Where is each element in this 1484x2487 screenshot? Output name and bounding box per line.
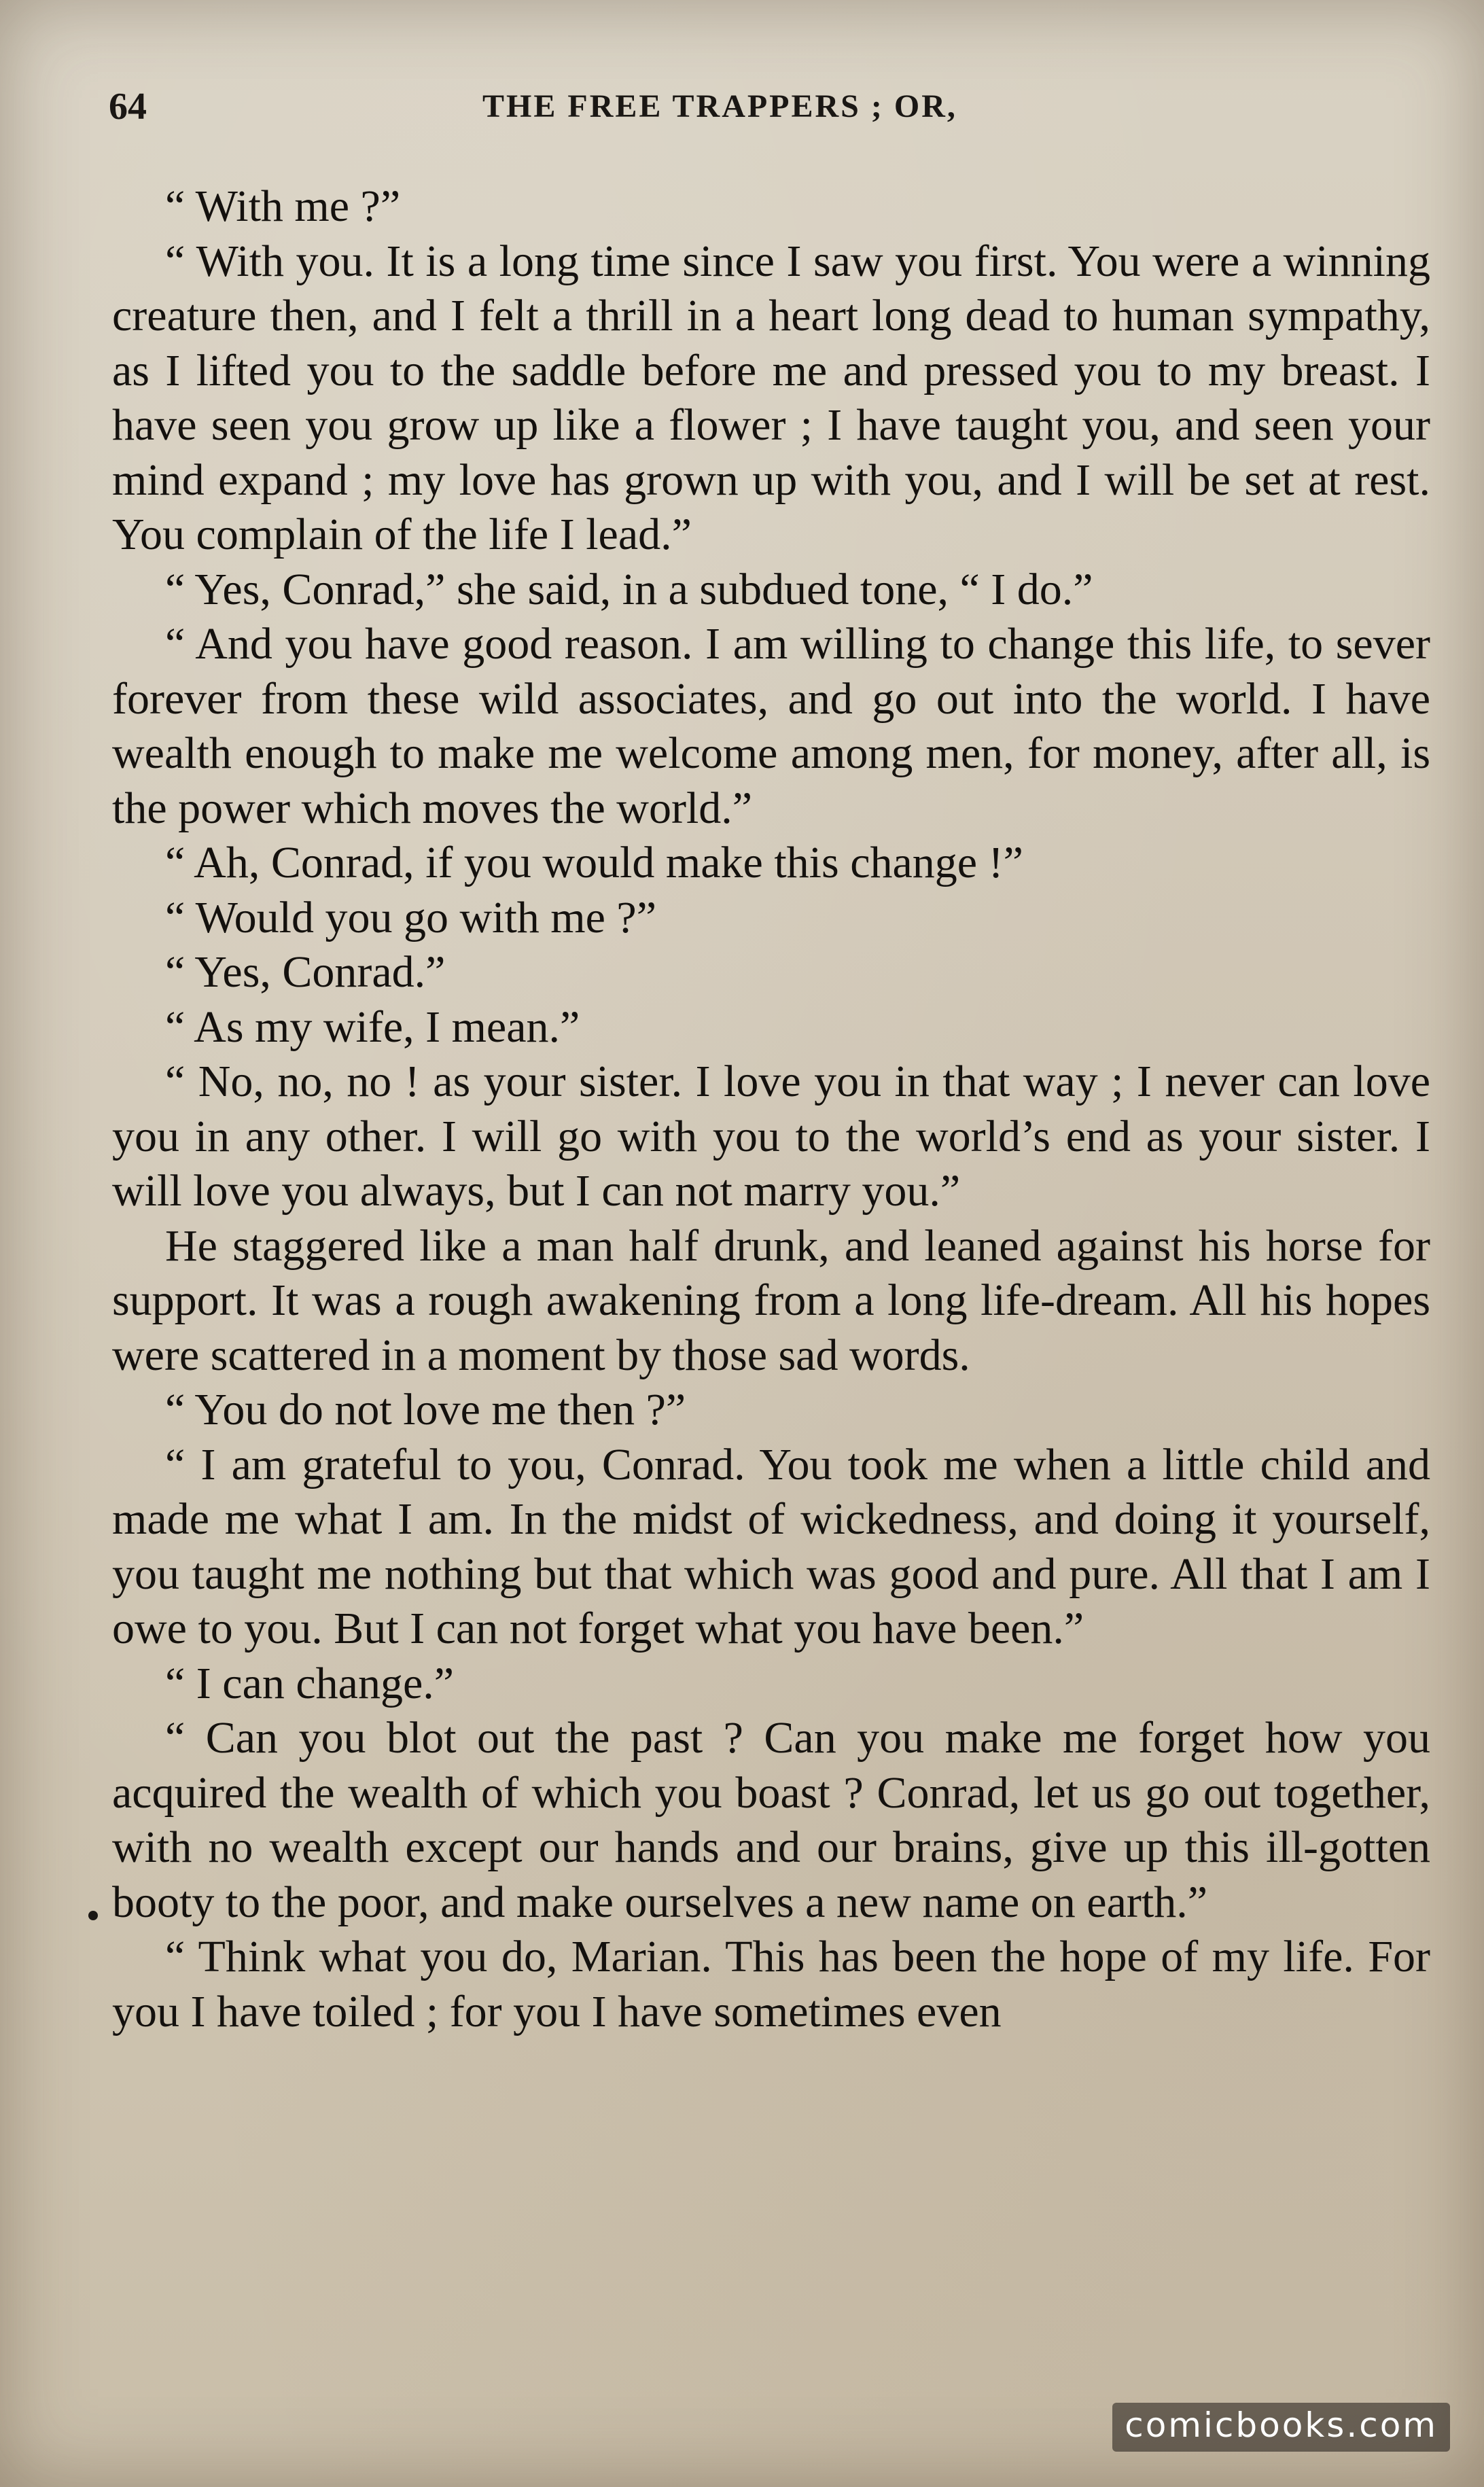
paragraph: “ With me ?” [165,181,401,231]
margin-dot [88,1911,98,1920]
paragraph: “ Yes, Conrad.” [165,947,446,997]
body-text [112,179,1430,2039]
watermark: comicbooks.com [1112,2403,1450,2452]
page-header [109,76,1434,137]
paragraph: “ As my wife, I mean.” [165,1002,580,1052]
running-head: THE FREE TRAPPERS ; OR, [482,88,957,124]
paragraph: “ And you have good reason. I am willing to change this life, to sever forever from these wild associates, and go out into the world. I have wealth enough to make me welcome among men, for money, after all, is the power which moves the world.” [112,619,1430,833]
paragraph: “ You do not love me then ?” [165,1385,686,1434]
paragraph: “ Would you go with me ?” [165,892,657,942]
page-number: 64 [109,86,147,128]
paragraph: “ I can change.” [165,1658,455,1708]
paragraph: “ With you. It is a long time since I saw you first. You were a winning creature then, and I felt a thrill in a heart long dead to human sympathy, as I lifted you to the saddle before me and pressed you to my breast. I have seen you grow up like a flower ; I have taught you, and seen your mind expand ; my love has grown up with you, and I will be set at rest. You complain of the life I lead.” [112,236,1430,559]
paragraph: “ I am grateful to you, Conrad. You took me when a little child and made me what I am. In the midst of wickedness, and doing it yourself, you taught me nothing but that which was good and pure. All that I am I owe to you. But I can not forget what you have been.” [112,1439,1430,1653]
paragraph: “ Think what you do, Marian. This has been the hope of my life. For you I have toiled ; for you I have sometimes even [112,1932,1430,2036]
paragraph: “ Yes, Conrad,” she said, in a subdued tone, “ I do.” [165,564,1093,614]
paragraph: “ Ah, Conrad, if you would make this change !” [165,838,1023,887]
paragraph: He staggered like a man half drunk, and leaned against his horse for support. It was a rough awakening from a long life-dream. All his hopes were scattered in a moment by those sad words. [112,1220,1430,1380]
paragraph: “ Can you blot out the past ? Can you make me forget how you acquired the wealth of which you boast ? Conrad, let us go out together, with no wealth except our hands and our brains, give up this ill-gotten booty to the poor, and make ourselves a new name on earth.” [112,1713,1430,1927]
paragraph: “ No, no, no ! as your sister. I love you in that way ; I never can love you in any other. I will go with you to the world’s end as your sister. I will love you always, but I can not marry you.” [112,1057,1430,1216]
